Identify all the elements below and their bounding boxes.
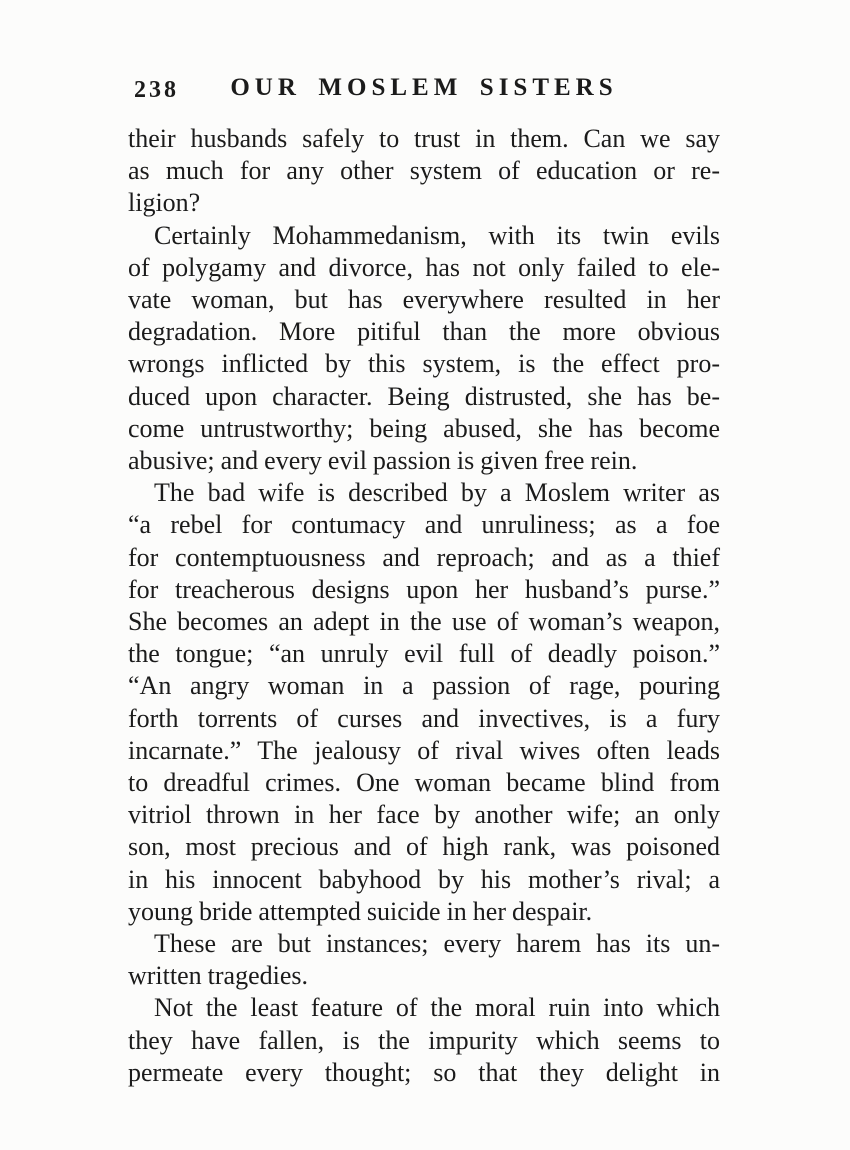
text-line: son, most precious and of high rank, was poisoned xyxy=(128,832,720,862)
text-line: for contemptuousness and reproach; and as a thief xyxy=(128,542,720,572)
text-line: abusive; and every evil passion is given free rein. xyxy=(128,446,638,476)
text-line: forth torrents of curses and invectives, is a fury xyxy=(128,703,720,733)
text-line: they have fallen, is the impurity which seems to xyxy=(128,1025,720,1055)
text-line: “a rebel for contumacy and unruliness; as a foe xyxy=(128,510,720,540)
text-line: written tragedies. xyxy=(128,961,308,991)
text-line: Not the least feature of the moral ruin into which xyxy=(154,993,720,1023)
text-line: their husbands safely to trust in them. Can we say xyxy=(128,124,720,153)
text-line: duced upon character. Being distrusted, she has be- xyxy=(128,381,720,411)
text-line: come untrustworthy; being abused, she has become xyxy=(128,413,720,443)
running-title: OUR MOSLEM SISTERS xyxy=(230,74,618,101)
text-line: The bad wife is described by a Moslem writer as xyxy=(154,478,720,508)
text-line: “An angry woman in a passion of rage, pouring xyxy=(128,671,720,701)
text-block xyxy=(128,123,720,1089)
text-line: vitriol thrown in her face by another wife; an only xyxy=(128,800,720,830)
text-line: Certainly Mohammedanism, with its twin evils xyxy=(154,220,720,250)
page-number: 238 xyxy=(134,77,179,103)
text-line: wrongs inflicted by this system, is the effect pro- xyxy=(128,349,720,379)
text-line: as much for any other system of education or re- xyxy=(128,156,720,186)
text-line: of polygamy and divorce, has not only failed to ele- xyxy=(128,252,720,282)
text-line: to dreadful crimes. One woman became blind from xyxy=(128,768,720,798)
text-line: degradation. More pitiful than the more obvious xyxy=(128,317,720,347)
text-line: She becomes an adept in the use of woman’s weapon, xyxy=(128,607,720,637)
text-line: incarnate.” The jealousy of rival wives often leads xyxy=(128,735,720,765)
text-line: the tongue; “an unruly evil full of deadly poison.” xyxy=(128,639,720,669)
text-line: young bride attempted suicide in her despair. xyxy=(128,896,593,926)
page-header xyxy=(128,74,720,108)
text-line: These are but instances; every harem has its un- xyxy=(154,929,720,959)
text-line: in his innocent babyhood by his mother’s rival; a xyxy=(128,864,720,894)
text-line: permeate every thought; so that they delight in xyxy=(128,1057,720,1087)
text-line: vate woman, but has everywhere resulted in her xyxy=(128,285,720,315)
text-line: for treacherous designs upon her husband’s purse.” xyxy=(128,574,720,604)
text-line: ligion? xyxy=(128,188,201,218)
